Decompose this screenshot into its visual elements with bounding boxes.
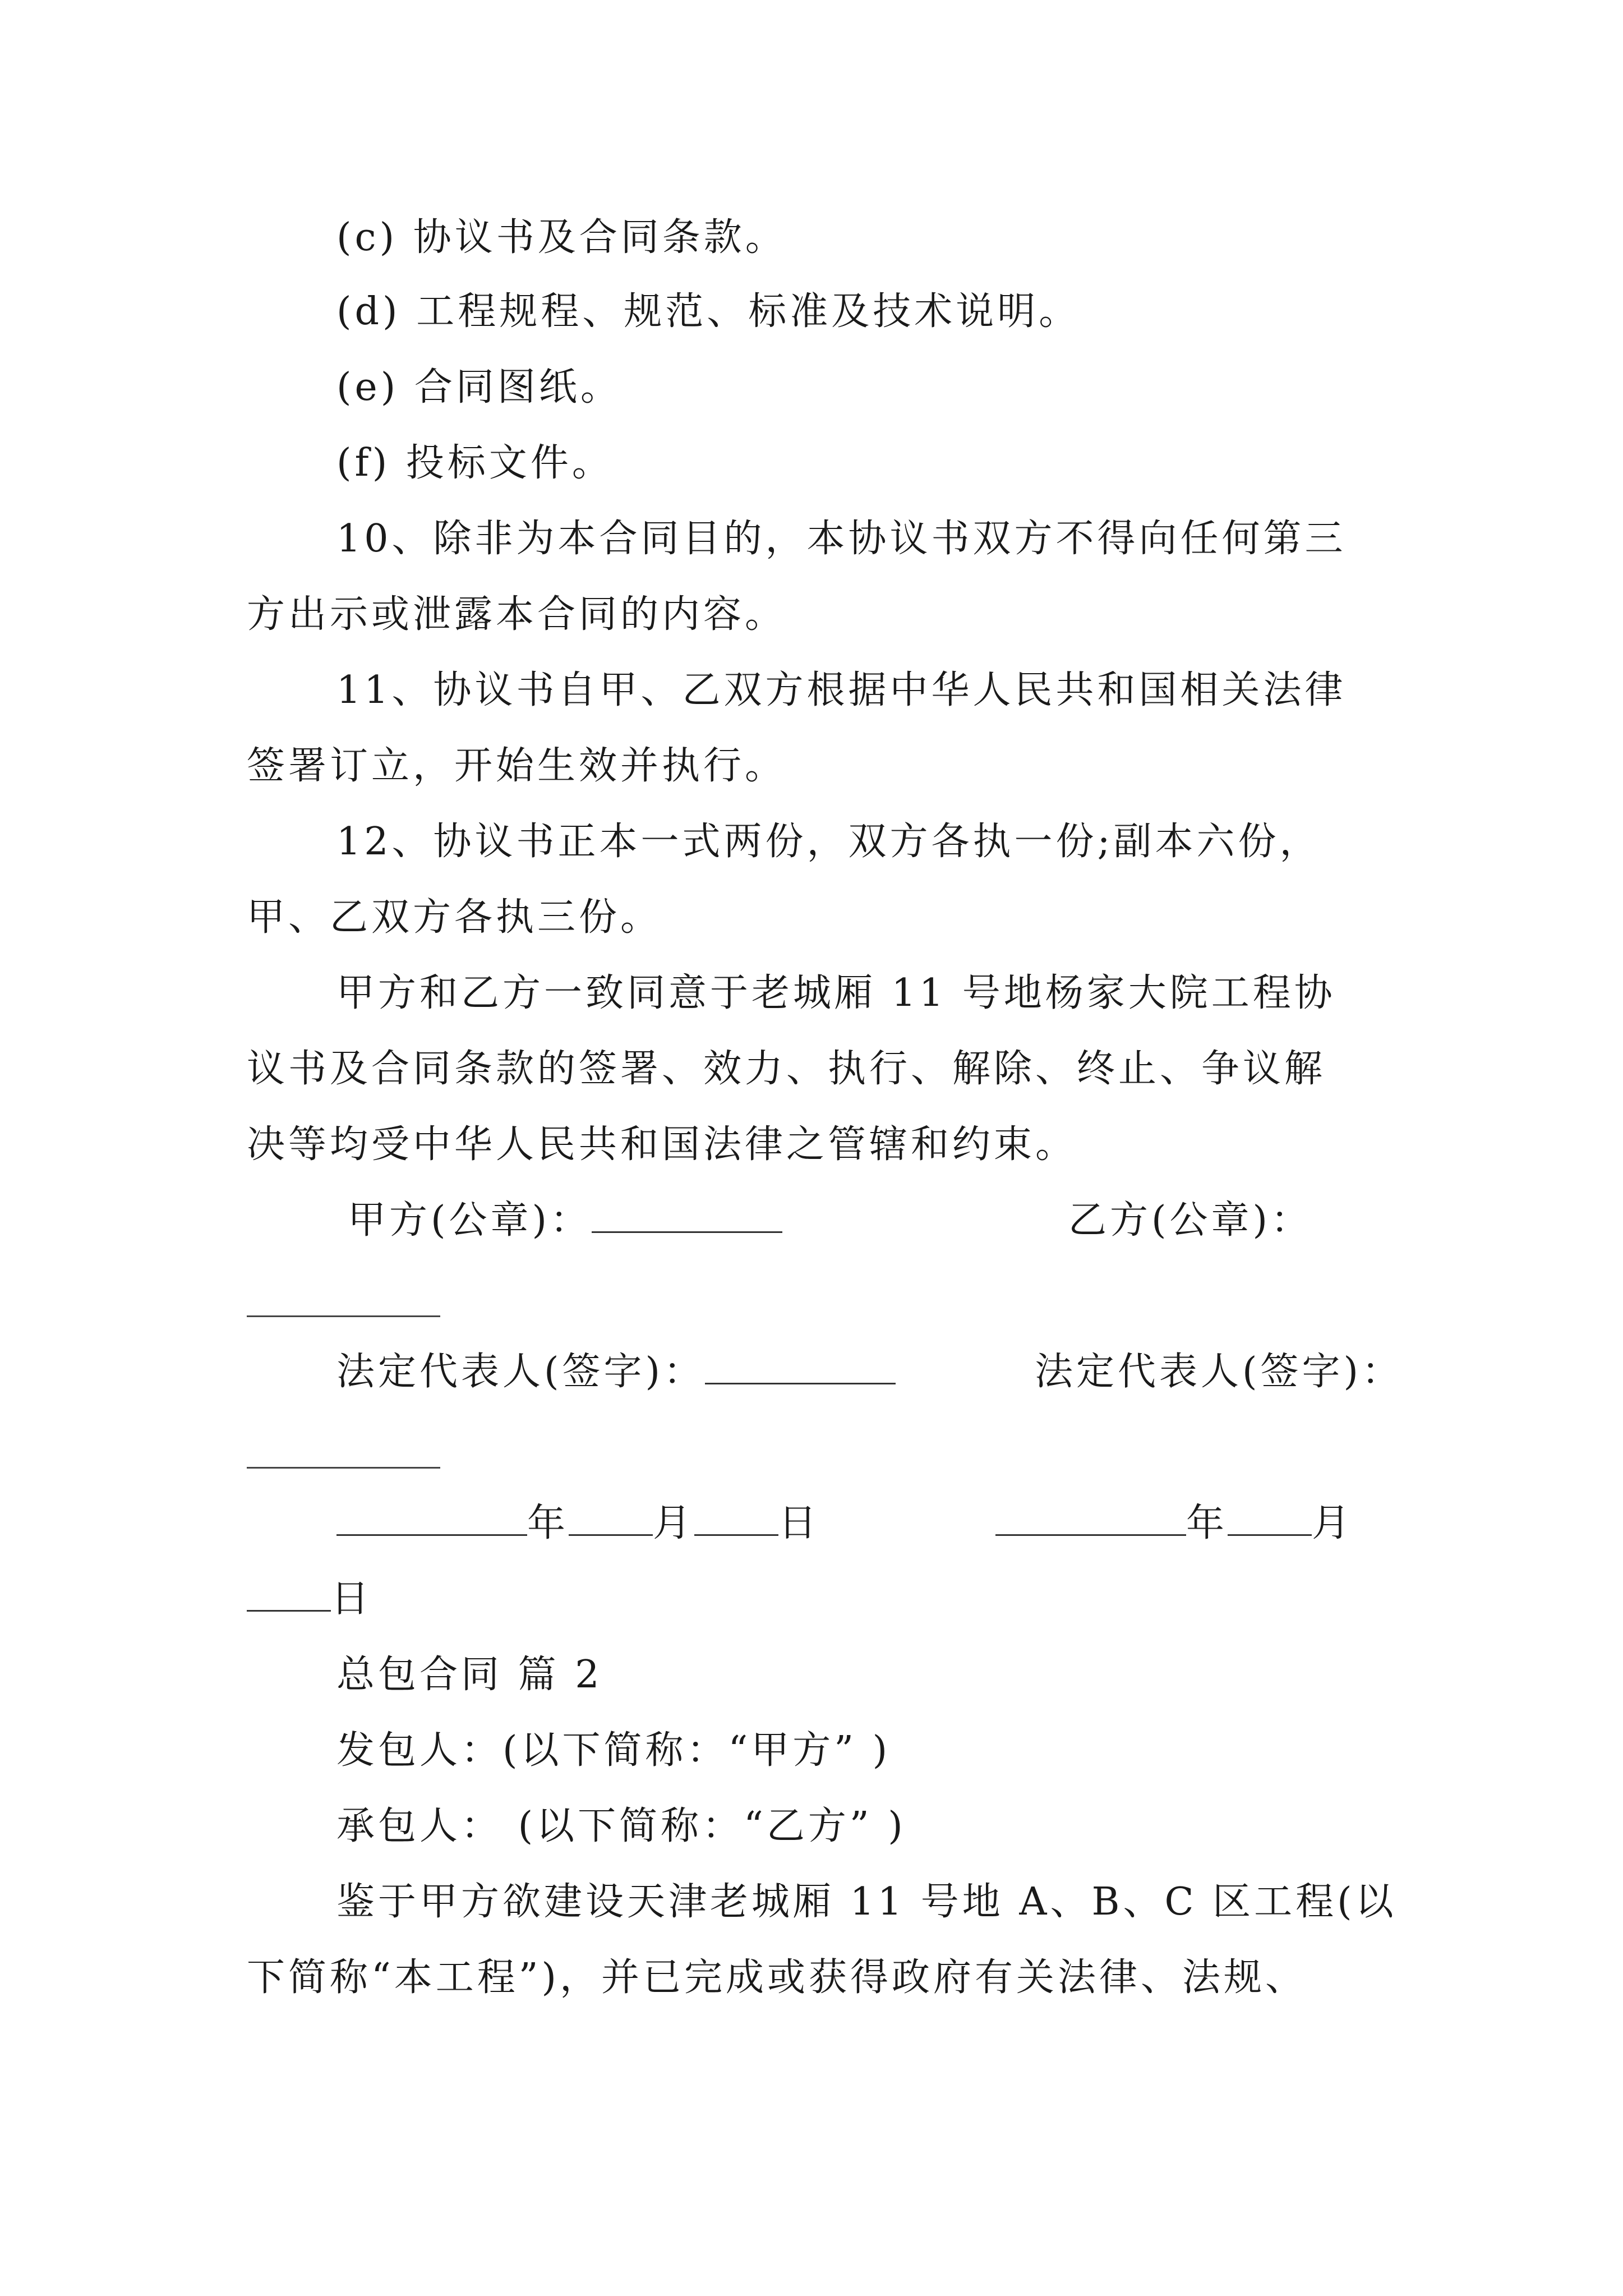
party-b-seal-blank[interactable]: [247, 1315, 440, 1317]
date-a-year-label: 年: [527, 1501, 569, 1545]
date-a-day-label: 日: [778, 1501, 820, 1545]
party-b-seal-label: 乙方(公章)：: [1068, 1198, 1313, 1243]
rep-a-row: [336, 1346, 896, 1398]
date-a-month-label: 月: [653, 1501, 695, 1545]
clause-12-line-2: 甲、乙双方各执三份。: [247, 895, 662, 940]
employer-line: 发包人：(以下简称：“甲方” ): [336, 1728, 891, 1773]
date-a-month-blank[interactable]: [569, 1502, 653, 1536]
clause-12-line-1: 12、协议书正本一式两份，双方各执一份;副本六份，: [336, 820, 1321, 864]
date-b-row: [995, 1498, 1353, 1549]
party-a-seal-row: [348, 1195, 782, 1246]
contractor-line: 承包人： (以下简称：“乙方” ): [336, 1804, 906, 1848]
date-a-day-blank[interactable]: [694, 1502, 778, 1536]
rep-b-label: 法定代表人(签字)：: [1035, 1350, 1404, 1394]
date-b-year-label: 年: [1186, 1501, 1228, 1545]
clause-10-line-2: 方出示或泄露本合同的内容。: [247, 592, 787, 637]
date-b-month-label: 月: [1312, 1501, 1354, 1545]
date-b-day-blank[interactable]: [247, 1577, 331, 1612]
rep-a-blank[interactable]: [705, 1350, 896, 1384]
rep-b-blank[interactable]: [247, 1467, 440, 1469]
date-b-day-row: [247, 1573, 372, 1625]
item-e: (e) 合同图纸。: [336, 365, 622, 409]
agreement-line-2: 议书及合同条款的签署、效力、执行、解除、终止、争议解: [247, 1047, 1326, 1091]
intro-line-2: 下简称“本工程”)，并已完成或获得政府有关法律、法规、: [247, 1955, 1307, 2000]
intro-line-1: 鉴于甲方欲建设天津老城厢 11 号地 A、B、C 区工程(以: [336, 1880, 1397, 1924]
agreement-line-1: 甲方和乙方一致同意于老城厢 11 号地杨家大院工程协: [336, 971, 1336, 1015]
item-f: (f) 投标文件。: [336, 441, 614, 485]
date-a-row: [336, 1498, 820, 1549]
clause-10-line-1: 10、除非为本合同目的，本协议书双方不得向任何第三: [336, 517, 1347, 561]
agreement-line-3: 决等均受中华人民共和国法律之管辖和约束。: [247, 1122, 1077, 1167]
item-c: (c) 协议书及合同条款。: [336, 215, 787, 260]
date-b-month-blank[interactable]: [1228, 1502, 1312, 1536]
date-a-year-blank[interactable]: [336, 1502, 527, 1536]
date-b-day-label: 日: [331, 1577, 373, 1621]
party-a-seal-blank[interactable]: [592, 1199, 782, 1233]
party-a-seal-label: 甲方(公章)：: [348, 1198, 592, 1243]
date-b-year-blank[interactable]: [995, 1502, 1186, 1536]
rep-a-label: 法定代表人(签字)：: [336, 1350, 706, 1394]
clause-11-line-1: 11、协议书自甲、乙双方根据中华人民共和国相关法律: [336, 668, 1347, 712]
section-2-title: 总包合同 篇 2: [336, 1653, 603, 1697]
clause-11-line-2: 签署订立，开始生效并执行。: [247, 744, 787, 788]
item-d: (d) 工程规程、规范、标准及技术说明。: [336, 289, 1081, 334]
